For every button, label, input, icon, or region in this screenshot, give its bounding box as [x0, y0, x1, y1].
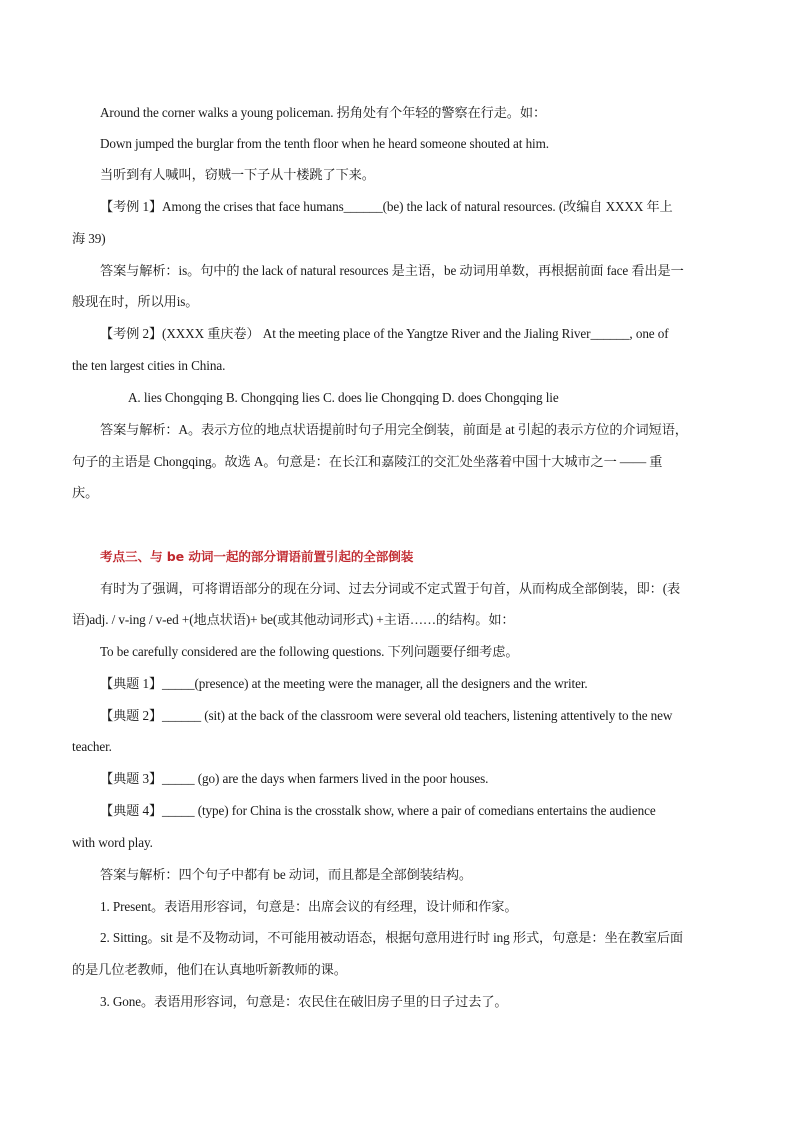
typical-question-3: 【典题 3】_____ (go) are the days when farmers lived in the poor houses. [100, 771, 489, 786]
answer-analysis-2-end: 庆。 [72, 485, 99, 500]
exam-example-1-cont: 海 39) [72, 231, 106, 246]
example-translation: 当听到有人喊叫，窃贼一下子从十楼跳了下来。 [100, 167, 375, 182]
typical-question-2: 【典题 2】______ (sit) at the back of the classroom were several old teachers, listening attentively to the new [100, 708, 673, 723]
example-sentence-en: Down jumped the burglar from the tenth floor when he heard someone shouted at him. [100, 136, 549, 151]
exam-example-1: 【考例 1】Among the crises that face humans______(be) the lack of natural resources. (改编自 XXXX 年上 [100, 199, 673, 214]
answer-analysis-2: 答案与解析：A。表示方位的地点状语提前时句子用完全倒装，前面是 at 引起的表示方位的介词短语， [100, 422, 688, 437]
section-example: To be carefully considered are the following questions. 下列问题要仔细考虑。 [100, 644, 519, 659]
answer-analysis-2-cont: 句子的主语是 Chongqing。故选 A。句意是：在长江和嘉陵江的交汇处坐落着中国十大城市之一 —— 重 [72, 454, 663, 469]
exam-example-2-cont: the ten largest cities in China. [72, 358, 226, 373]
section-heading: 考点三、与 be 动词一起的部分谓语前置引起的全部倒装 [100, 549, 414, 564]
answer-options: A. lies Chongqing B. Chongqing lies C. does lie Chongqing D. does Chongqing lie [128, 390, 559, 405]
answer-analysis-1-cont: 般现在时，所以用is。 [72, 294, 199, 309]
exam-example-2: 【考例 2】(XXXX 重庆卷） At the meeting place of the Yangtze River and the Jialing River______, one of [100, 326, 669, 341]
typical-question-4-cont: with word play. [72, 835, 153, 850]
typical-question-4: 【典题 4】_____ (type) for China is the crosstalk show, where a pair of comedians entertains the audience [100, 803, 656, 818]
typical-question-1: 【典题 1】_____(presence) at the meeting were the manager, all the designers and the writer. [100, 676, 588, 691]
answer-item-2-cont: 的是几位老教师，他们在认真地听新教师的课。 [72, 962, 347, 977]
example-sentence-en: Around the corner walks a young policeman. 拐角处有个年轻的警察在行走。如： [100, 105, 547, 120]
typical-question-2-cont: teacher. [72, 739, 112, 754]
answer-analysis-3: 答案与解析：四个句子中都有 be 动词，而且都是全部倒装结构。 [100, 867, 473, 882]
answer-analysis-1: 答案与解析：is。句中的 the lack of natural resources 是主语，be 动词用单数，再根据前面 face 看出是一 [100, 263, 684, 278]
section-intro: 有时为了强调，可将谓语部分的现在分词、过去分词或不定式置于句首，从而构成全部倒装，即：(表 [100, 581, 681, 596]
answer-item-2: 2. Sitting。sit 是不及物动词，不可能用被动语态，根据句意用进行时 ing 形式，句意是：坐在教室后面 [100, 930, 683, 945]
section-intro-cont: 语)adj. / v-ing / v-ed +(地点状语)+ be(或其他动词形式) +主语……的结构。如： [72, 612, 515, 627]
answer-item-3: 3. Gone。表语用形容词，句意是：农民住在破旧房子里的日子过去了。 [100, 994, 508, 1009]
answer-item-1: 1. Present。表语用形容词，句意是：出席会议的有经理，设计师和作家。 [100, 899, 518, 914]
